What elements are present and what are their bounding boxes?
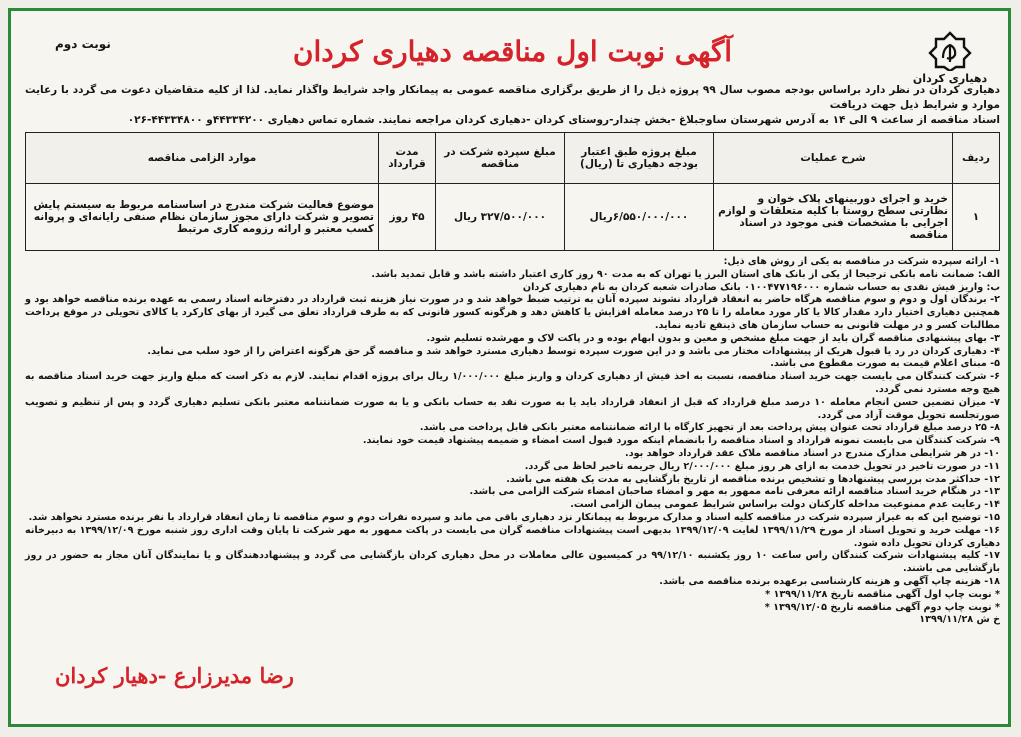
cell-duration: ۴۵ روز <box>379 184 436 251</box>
condition-item: ۱۰- در هر شرایطی مدارک مندرج در اسناد مناقصه ملاک عقد قرارداد خواهد بود. <box>625 447 1000 459</box>
column-header-duration: مدت قرارداد <box>379 133 436 184</box>
print-date-first: خ ش ۱۳۹۹/۱۱/۲۸ <box>919 614 1000 626</box>
condition-item: ۴- دهیاری کردان در رد یا قبول هریک از پیشنهادات مختار می باشد و در این صورت سپرده توسط دهیاری مسترد خواهد شد و مناقصه گر حق هرگونه اعتراض را از خود سلب می نماید. <box>147 345 1000 357</box>
condition-item: * نوبت چاپ اول آگهی مناقصه تاریخ ۱۳۹۹/۱۱/۲۸ * <box>765 588 1000 600</box>
table-header-row <box>26 133 1000 184</box>
condition-item: ۵- مبنای اعلام قیمت به صورت مقطوع می باشد. <box>770 358 1000 370</box>
condition-item: ۱۲- حداکثر مدت بررسی پیشنهادها و تشخیص برنده مناقصه از تاریخ بازگشایی به مدت یک هفته می باشد. <box>506 473 1000 485</box>
signature: رضا مدیرزارع -دهیار کردان <box>55 663 294 688</box>
condition-item: ۱۴- رعایت عدم ممنوعیت مداخله کارکنان دولت براساس شرایط عمومی پیمان الزامی است. <box>570 499 1000 511</box>
condition-item: ۱- ارائه سپرده شرکت در مناقصه به یکی از روش های ذیل: <box>723 256 1000 267</box>
notice-header <box>25 17 1000 85</box>
column-header-project-budget: مبلغ پروژه طبق اعتبار بودجه دهیاری تا (ریال) <box>565 133 714 184</box>
condition-item: ۱۳- در هنگام خرید اسناد مناقصه ارائه معرفی نامه ممهور به مهر و امضاء صاحبان امضاء شرکت الزامی می باشد. <box>469 486 1000 498</box>
condition-item: ۱۶- مهلت خرید و تحویل اسناد از مورخ ۱۳۹۹/۱۱/۲۹ لغایت ۱۳۹۹/۱۲/۰۹ بدیهی است پیشنهادات مناقصه گران می بایست در پاکت ممهور به مهر شرکت تا پایان وقت اداری روز شنبه مورخ ۱۳۹۹/۱۲/۰۹ به دبیرخانه دهیاری کردان تحویل داده شود. <box>25 524 1001 549</box>
condition-item: ۱۵- توضیح این که به غیراز سپرده شرکت در مناقصه کلیه اسناد و مدارک مربوط به پیمانکار نزد دهیاری باقی می ماند و سپرده نفرات دوم و سوم مناقصه تا زمان انعقاد قرارداد با نفر برنده مسترد نخواهد شد. <box>28 511 1000 523</box>
condition-item: * نوبت چاپ دوم آگهی مناقصه تاریخ ۱۳۹۹/۱۲/۰۵ * <box>764 601 1000 613</box>
condition-item: ۱۱- در صورت تاخیر در تحویل خدمت به ازای هر روز مبلغ ۲/۰۰۰/۰۰۰ ریال جریمه تاخیر لحاظ می گردد. <box>524 460 1000 472</box>
conditions-list <box>25 256 1000 627</box>
notice-body <box>25 17 1000 718</box>
condition-item: ۸- ۲۵ درصد مبلغ قرارداد تحت عنوان پیش پرداخت بعد از تجهیز کارگاه با ارائه ضمانتنامه معتبر بانکی قابل پرداخت می باشد. <box>419 422 1000 434</box>
condition-item: ۷- میزان تضمین حسن انجام معامله ۱۰ درصد مبلغ قرارداد که قبل از انعقاد قرارداد باید یا به صورت نقد به حساب بانکی و یا به صورت ضمانتنامه معتبر بانکی تسلیم دهیاری گردد و پس از تنظیم و تصویب صورتجلسه تحویل موقت آزاد می گردد. <box>25 396 1000 421</box>
round-label: نوبت دوم <box>55 37 111 51</box>
column-header-deposit: مبلغ سپرده شرکت در مناقصه <box>436 133 565 184</box>
condition-item: ۳- بهای پیشنهادی مناقصه گران باید از جهت مبلغ مشخص و معین و بدون ابهام بوده و در پاکت لاک و مهرشده تسلیم شود. <box>426 332 1000 344</box>
cell-deposit: ۳۲۷/۵۰۰/۰۰۰ ریال <box>436 184 565 251</box>
intro-line: اسناد مناقصه از ساعت ۹ الی ۱۴ به آدرس شهرستان ساوجبلاغ -بخش چندار-روستای کردان -دهیاری کردان مراجعه نمایند. شماره تماس دهیاری ۴۴۳۳۴۲۰۰و ۴۴۳۳۴۸۰۰-۰۲۶ <box>127 114 1000 126</box>
condition-item: ۱۷- کلیه پیشنهادات شرکت کنندگان راس ساعت ۱۰ روز یکشنبه ۹۹/۱۲/۱۰ در کمیسیون عالی معاملات در محل دهیاری کردان بازگشایی می گردد و پیشنهاددهندگان و یا نمایندگان آنان مجاز به حضور در روز بازگشایی می باشند. <box>25 550 1000 575</box>
condition-item: ب: واریز فیش نقدی به حساب شماره ۰۱۰۰۴۷۷۱۹۶۰۰۰ بانک صادرات شعبه کردان به نام دهیاری کردان <box>522 281 1000 293</box>
cell-row-number: ۱ <box>953 184 1000 251</box>
notice-frame <box>8 8 1011 727</box>
logo-text: دهیاری کردان <box>912 72 988 85</box>
tender-table <box>25 132 1000 251</box>
notice-title: آگهی نوبت اول مناقصه دهیاری کردان <box>292 35 733 68</box>
cell-project-budget: ۶/۵۵۰/۰۰۰/۰۰۰ریال <box>565 184 714 251</box>
cell-description: خرید و اجرای دوربینهای پلاک خوان و نظارتی سطح روستا با کلیه متعلقات و لوازم اجرایی با مشخصات فنی موجود در اسناد مناقصه <box>714 184 953 251</box>
condition-item: ۹- شرکت کنندگان می بایست نمونه قرارداد و اسناد مناقصه را بانضمام اینکه مورد قبول است امضاء و ضمیمه پیشنهاد قیمت خود نمایند. <box>362 435 1000 447</box>
condition-item: ۲- برندگان اول و دوم و سوم مناقصه هرگاه حاضر به انعقاد قرارداد نشوند سپرده آنان به ترتیب ضبط خواهد شد و در صورت نیاز هزینه ثبت قرارداد در دفترخانه اسناد رسمی به عهده برنده مناقصه خواهد بود و همچنین دهیاری اختیار دارد مقدار کالا یا کار مورد معامله را تا ۲۵ درصد معامله افزایش یا کاهش دهد و هرگونه کسور قانونی که به طرف قرارداد تعلق می گیرد از بهای کارکرد یا کالای تحویلی در موقع پرداخت مطالبات کسر و در مهلت قانونی به حساب سازمان های ذینفع تادیه نماید. <box>25 294 1000 331</box>
condition-item: ۶- شرکت کنندگان می بایست جهت خرید اسناد مناقصه، نسبت به اخذ فیش از دهیاری کردان و واریز مبلغ ۱/۰۰۰/۰۰۰ ریال برای پروژه اقدام نمایند. لازم به ذکر است که مبلغ واریز جهت خرید اسناد مناقصه به هیچ وجه مسترد نمی گردد. <box>25 371 1000 395</box>
column-header-row-number: ردیف <box>953 133 1000 184</box>
intro-line: دهیاری کردان در نظر دارد براساس بودجه مصوب سال ۹۹ پروژه ذیل را از طریق برگزاری مناقصه عمومی به پیمانکار واجد شرایط واگذار نماید. لذا از کلیه متقاضیان دعوت می گردد با رعایت موارد و شرایط ذیل جهت دریافت <box>25 84 1000 111</box>
condition-item: الف: ضمانت نامه بانکی ترجیحا از یکی از بانک های استان البرز یا تهران که به مدت ۹۰ روز کاری اعتبار داشته باشد و قابل تمدید باشد. <box>371 268 1000 280</box>
cell-requirements: موضوع فعالیت شرکت مندرج در اساسنامه مربوط به سیستم پایش تصویر و شرکت دارای مجوز سازمان نظام صنفی رایانه‌ای و پروانه کسب معتبر و ارائه رزومه کاری مرتبط <box>26 184 379 251</box>
table-row <box>26 184 1000 251</box>
condition-item: ۱۸- هزینه چاپ آگهی و هزینه کارشناسی برعهده برنده مناقصه می باشد. <box>659 575 1000 587</box>
intro-paragraph <box>25 83 1000 128</box>
column-header-requirements: موارد الزامی مناقصه <box>26 133 379 184</box>
column-header-description: شرح عملیات <box>714 133 953 184</box>
